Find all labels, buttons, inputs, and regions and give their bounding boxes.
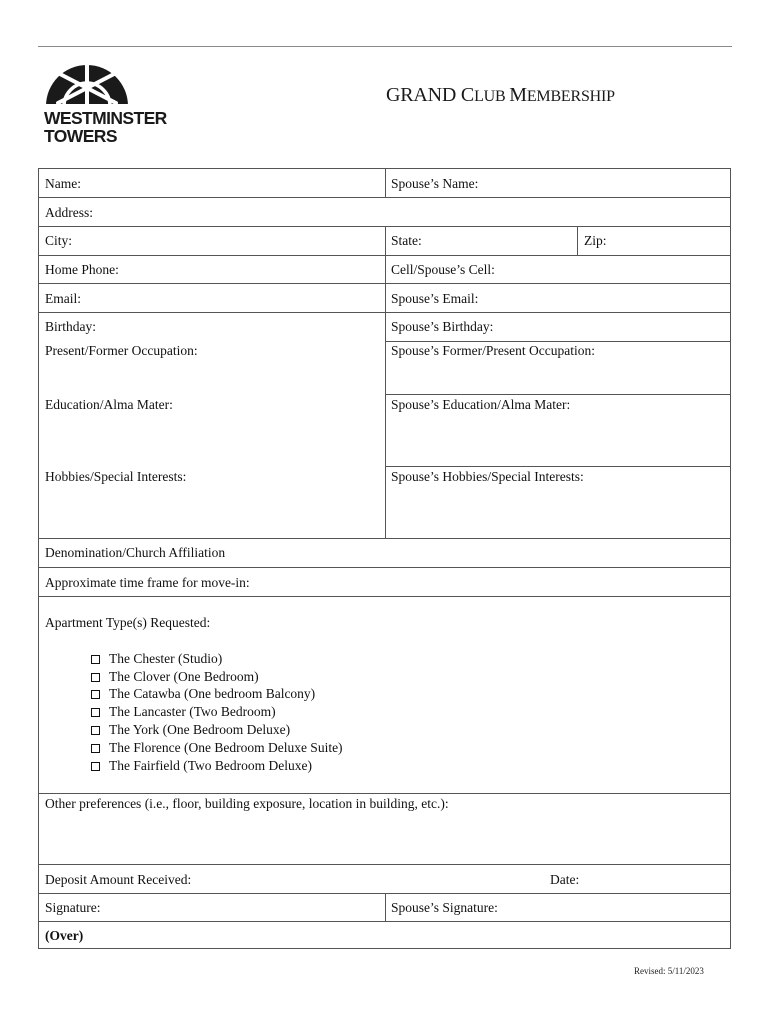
row-divider [39, 921, 730, 922]
other-preferences-field-label: Other preferences (i.e., floor, building exposure, location in building, etc.): [45, 796, 449, 811]
apartment-option-label: The Fairfield (Two Bedroom Deluxe) [109, 758, 312, 773]
spouse-hobbies-field-label: Spouse’s Hobbies/Special Interests: [391, 469, 584, 484]
occupation-field-label: Present/Former Occupation: [45, 343, 198, 358]
home-phone-field-label: Home Phone: [45, 262, 119, 277]
email-field-label: Email: [45, 291, 81, 306]
revised-date: Revised: 5/11/2023 [634, 966, 704, 976]
column-divider [385, 226, 386, 538]
over-note: (Over) [45, 928, 84, 943]
column-divider [577, 226, 578, 255]
membership-form [38, 168, 731, 949]
denomination-field-label: Denomination/Church Affiliation [45, 545, 226, 560]
checkbox-icon[interactable] [91, 655, 100, 664]
title-lub: LUB [474, 88, 510, 105]
westminster-towers-logo [44, 63, 184, 145]
column-divider [385, 169, 386, 197]
spouse-occupation-field-label: Spouse’s Former/Present Occupation: [391, 343, 595, 358]
apartment-option-clover[interactable] [91, 669, 259, 685]
spouse-signature-field-label: Spouse’s Signature: [391, 900, 498, 915]
row-divider [39, 197, 730, 198]
date-field-label: Date: [550, 872, 580, 887]
apartment-option-lancaster[interactable] [91, 704, 276, 720]
fan-window-icon [44, 63, 130, 107]
apartment-option-catawba[interactable] [91, 686, 315, 702]
signature-field-label: Signature: [45, 900, 101, 915]
state-field-label: State: [391, 233, 422, 248]
row-divider [385, 394, 730, 395]
apartment-types-label: Apartment Type(s) Requested: [45, 615, 211, 630]
apartment-option-label: The Chester (Studio) [109, 651, 223, 666]
cell-field-label: Cell/Spouse’s Cell: [391, 262, 495, 277]
apartment-option-florence[interactable] [91, 740, 343, 756]
checkbox-icon[interactable] [91, 708, 100, 717]
checkbox-icon[interactable] [91, 744, 100, 753]
row-divider [39, 538, 730, 539]
education-field-label: Education/Alma Mater: [45, 397, 173, 412]
city-field-label: City: [45, 233, 73, 248]
apartment-option-label: The Catawba (One bedroom Balcony) [109, 686, 316, 701]
row-divider [385, 341, 730, 342]
address-field-label: Address: [45, 205, 93, 220]
checkbox-icon[interactable] [91, 673, 100, 682]
apartment-option-chester[interactable] [91, 651, 222, 667]
row-divider [385, 466, 730, 467]
apartment-option-label: The Florence (One Bedroom Deluxe Suite) [109, 740, 343, 755]
row-divider [39, 793, 730, 794]
page-title [386, 84, 615, 107]
checkbox-icon[interactable] [91, 690, 100, 699]
title-embership: EMBERSHIP [526, 88, 615, 105]
birthday-field-label: Birthday: [45, 319, 96, 334]
row-divider [39, 567, 730, 568]
apartment-option-label: The Clover (One Bedroom) [109, 669, 259, 684]
column-divider [385, 893, 386, 921]
title-grand: GRAND [386, 84, 461, 106]
apartment-option-label: The Lancaster (Two Bedroom) [109, 704, 276, 719]
zip-field-label: Zip: [584, 233, 607, 248]
title-m: M [509, 84, 527, 106]
row-divider [39, 864, 730, 865]
checkbox-icon[interactable] [91, 762, 100, 771]
top-rule [38, 46, 732, 47]
spouse-education-field-label: Spouse’s Education/Alma Mater: [391, 397, 571, 412]
title-c: C [460, 84, 475, 106]
spouse-name-field-label: Spouse’s Name: [391, 176, 479, 191]
row-divider [39, 596, 730, 597]
apartment-option-fairfield[interactable] [91, 758, 312, 774]
hobbies-field-label: Hobbies/Special Interests: [45, 469, 187, 484]
logo-text-westminster: WESTMINSTER [44, 108, 167, 128]
deposit-field-label: Deposit Amount Received: [45, 872, 192, 887]
spouse-email-field-label: Spouse’s Email: [391, 291, 479, 306]
name-field-label: Name: [45, 176, 81, 191]
move-in-field-label: Approximate time frame for move-in: [45, 575, 250, 590]
logo-text-towers: TOWERS [44, 126, 117, 146]
apartment-option-york[interactable] [91, 722, 290, 738]
checkbox-icon[interactable] [91, 726, 100, 735]
spouse-birthday-field-label: Spouse’s Birthday: [391, 319, 494, 334]
apartment-option-label: The York (One Bedroom Deluxe) [109, 722, 291, 737]
